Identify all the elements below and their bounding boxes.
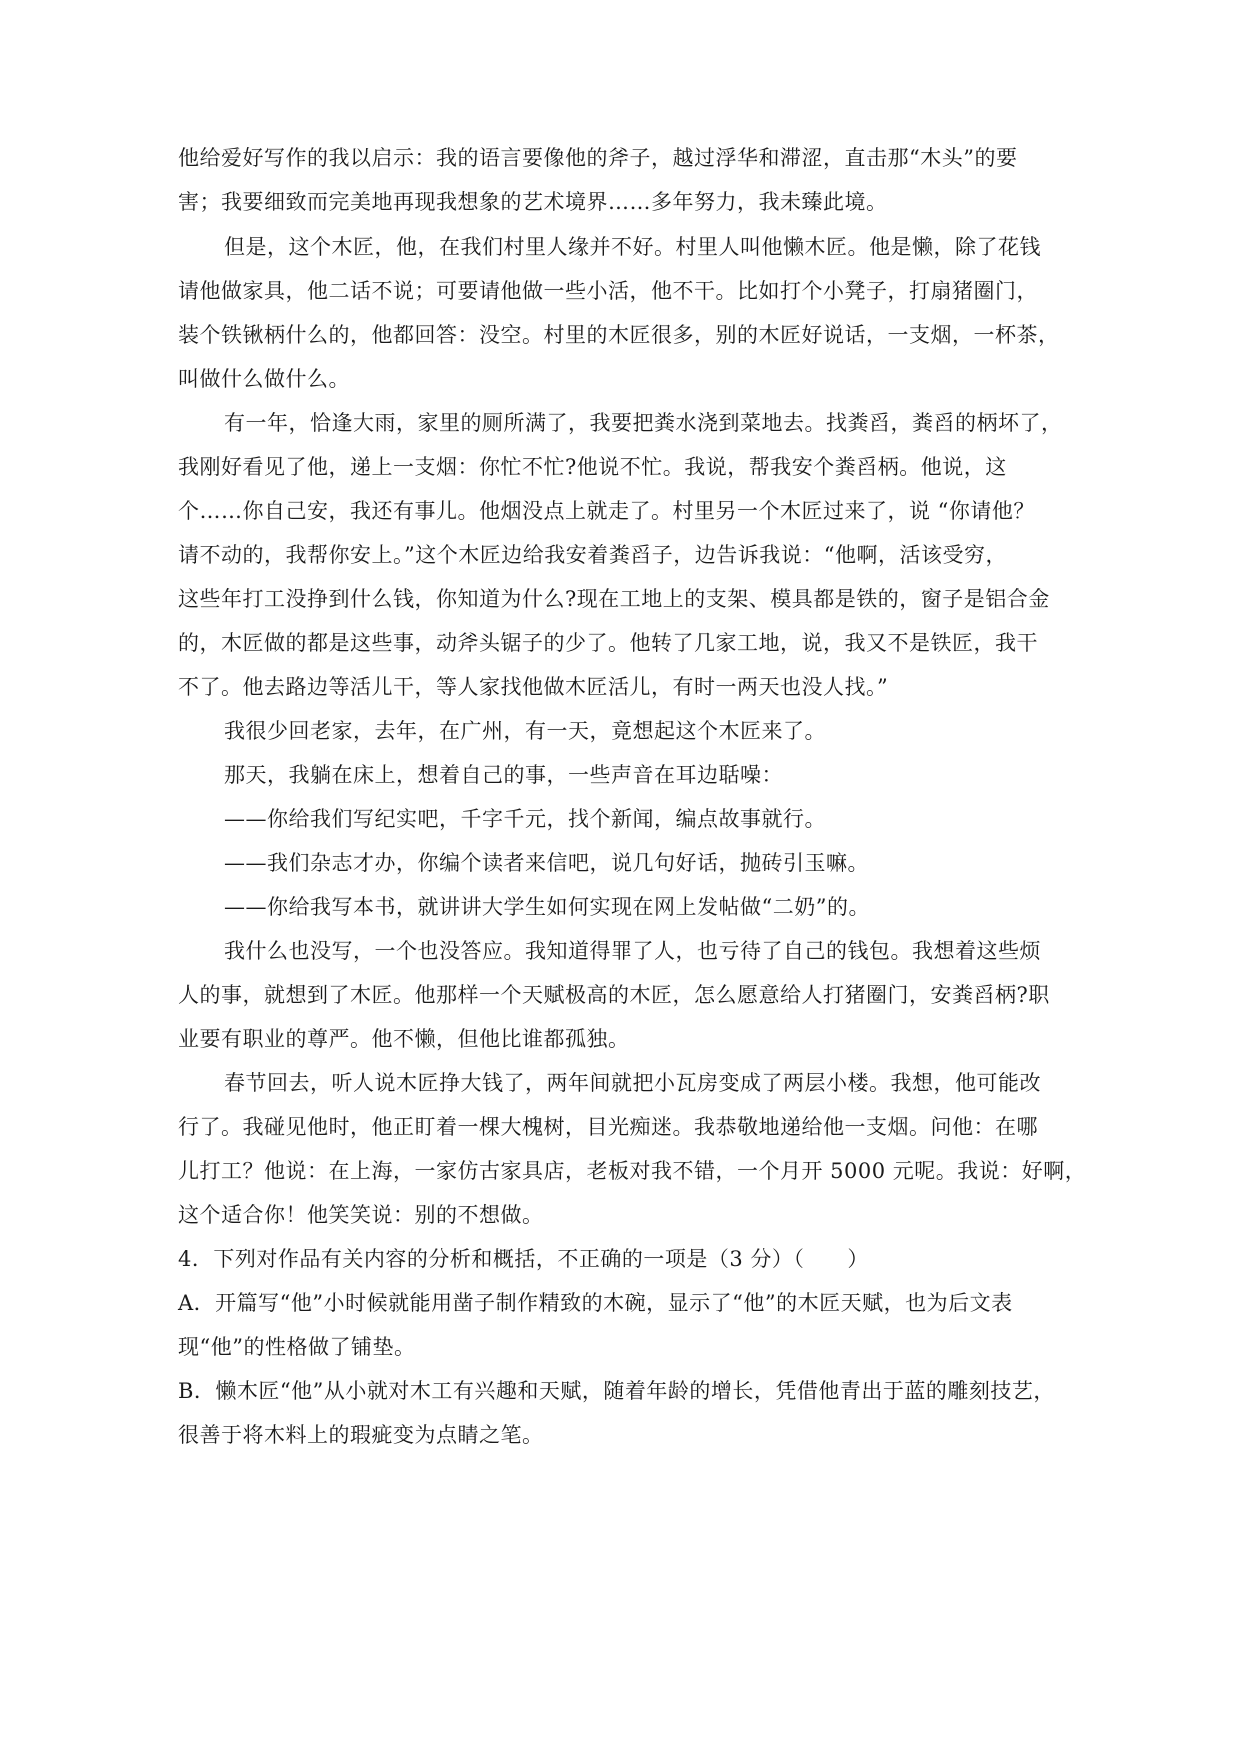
text-line: 业要有职业的尊严。他不懒，但他比谁都孤独。 [178, 1027, 630, 1051]
option-a-line: 现“他”的性格做了铺垫。 [178, 1335, 416, 1359]
text-line: 请他做家具，他二话不说；可要请他做一些小活，他不干。比如打个小凳子，打扇猪圈门， [178, 279, 1038, 303]
dialogue-line: ——你给我写本书，就讲讲大学生如何实现在网上发帖做“二奶”的。 [224, 895, 870, 919]
text-line: 装个铁锹柄什么的，他都回答：没空。村里的木匠很多，别的木匠好说话，一支烟，一杯茶， [178, 323, 1060, 347]
dialogue-line: ——你给我们写纪实吧，千字千元，找个新闻，编点故事就行。 [224, 807, 826, 831]
text-line: 害；我要细致而完美地再现我想象的艺术境界……多年努力，我未臻此境。 [178, 190, 888, 214]
dialogue-line: ——我们杂志才办，你编个读者来信吧，说几句好话，抛砖引玉嘛。 [224, 851, 869, 875]
paragraph-start-line: 春节回去，听人说木匠挣大钱了，两年间就把小瓦房变成了两层小楼。我想，他可能改 [224, 1071, 1041, 1095]
option-a-line: A．开篇写“他”小时候就能用凿子制作精致的木碗，显示了“他”的木匠天赋，也为后文表 [178, 1291, 1013, 1315]
text-line: 行了。我碰见他时，他正盯着一棵大槐树，目光痴迷。我恭敬地递给他一支烟。问他：在哪 [178, 1115, 1038, 1139]
text-line: 叫做什么做什么。 [178, 367, 350, 391]
text-line: 儿打工？他说：在上海，一家仿古家具店，老板对我不错，一个月开 5000 元呢。我说：好啊， [178, 1159, 1087, 1183]
text-line: 这个适合你！他笑笑说：别的不想做。 [178, 1203, 544, 1227]
option-b-line: 很善于将木料上的瑕疵变为点睛之笔。 [178, 1423, 544, 1447]
text-line: 个……你自己安，我还有事儿。他烟没点上就走了。村里另一个木匠过来了，说 “你请他？ [178, 499, 1035, 523]
paragraph-start-line: 但是，这个木匠，他，在我们村里人缘并不好。村里人叫他懒木匠。他是懒，除了花钱 [224, 235, 1041, 259]
paragraph-start-line: 我什么也没写，一个也没答应。我知道得罪了人，也亏待了自己的钱包。我想着这些烦 [224, 939, 1041, 963]
text-line: 这些年打工没挣到什么钱，你知道为什么?现在工地上的支架、模具都是铁的，窗子是铝合金 [178, 587, 1050, 611]
text-line: 他给爱好写作的我以启示：我的语言要像他的斧子，越过浮华和滞涩，直击那“木头”的要 [178, 146, 1018, 170]
text-line: 请不动的，我帮你安上。”这个木匠边给我安着粪舀子，边告诉我说：“他啊，活该受穷， [178, 543, 1007, 567]
paragraph-start-line: 有一年，恰逢大雨，家里的厕所满了，我要把粪水浇到菜地去。找粪舀，粪舀的柄坏了， [224, 411, 1063, 435]
text-line: 不了。他去路边等活儿干，等人家找他做木匠活儿，有时一两天也没人找。” [178, 675, 889, 699]
paragraph-start-line: 那天，我躺在床上，想着自己的事，一些声音在耳边聒噪： [224, 763, 783, 787]
option-b-line: B．懒木匠“他”从小就对木工有兴趣和天赋，随着年龄的增长，凭借他青出于蓝的雕刻技艺， [178, 1379, 1055, 1403]
text-line: 的，木匠做的都是这些事，动斧头锯子的少了。他转了几家工地，说，我又不是铁匠，我干 [178, 631, 1038, 655]
text-line: 人的事，就想到了木匠。他那样一个天赋极高的木匠，怎么愿意给人打猪圈门，安粪舀柄?职 [178, 983, 1050, 1007]
paragraph-start-line: 我很少回老家，去年，在广州，有一天，竟想起这个木匠来了。 [224, 719, 826, 743]
question-stem: 4．下列对作品有关内容的分析和概括，不正确的一项是（3 分）（ ） [178, 1247, 869, 1271]
text-line: 我刚好看见了他，递上一支烟：你忙不忙?他说不忙。我说，帮我安个粪舀柄。他说，这 [178, 455, 1007, 479]
